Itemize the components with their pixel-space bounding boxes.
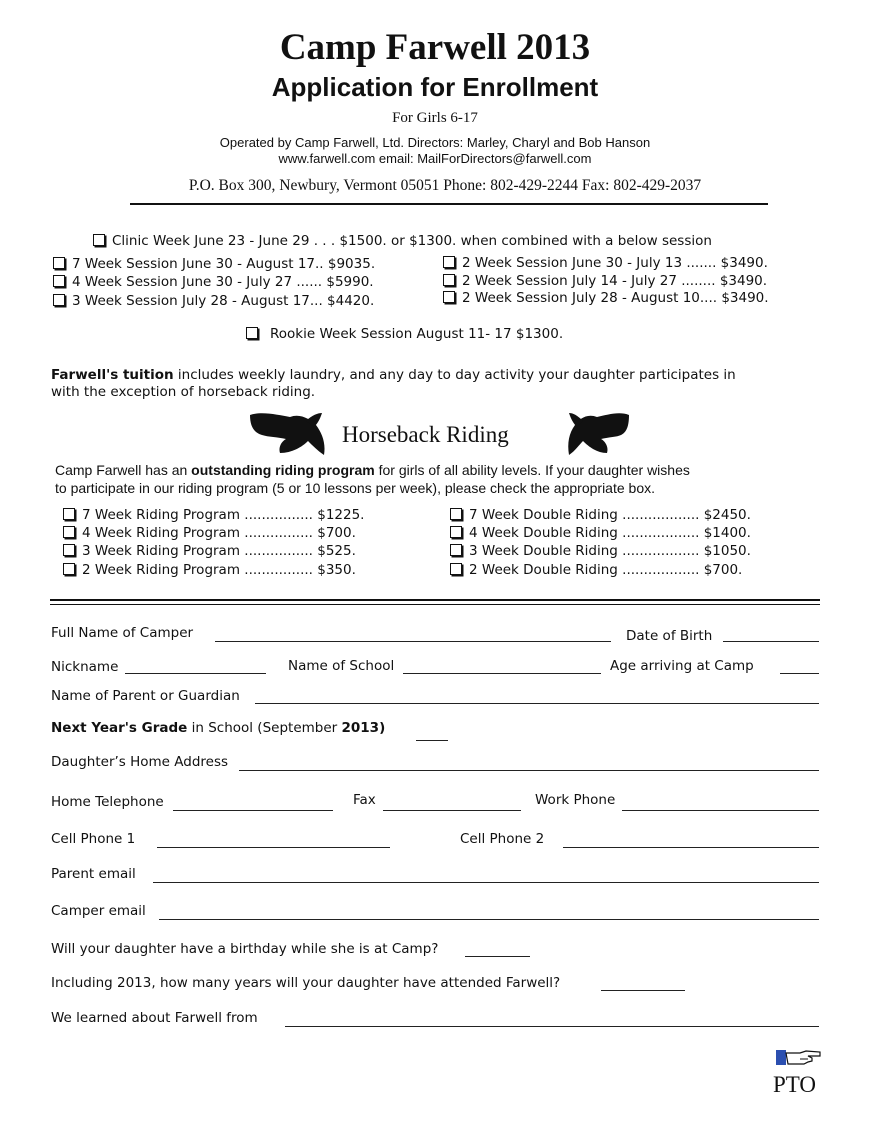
riding-option[interactable]: 2 Week Riding Program ................ $350.: [63, 562, 356, 578]
fax-field[interactable]: [383, 810, 521, 811]
horse-head-icon: [567, 411, 631, 457]
checkbox[interactable]: [63, 544, 75, 556]
school-label: Name of School: [288, 658, 395, 674]
years-field[interactable]: [601, 990, 685, 991]
header-rule: [130, 203, 768, 205]
address-field[interactable]: [239, 770, 819, 771]
birthday-field[interactable]: [465, 956, 530, 957]
horse-head-icon: [248, 411, 328, 459]
riding-option[interactable]: 7 Week Riding Program ................ $1225.: [63, 507, 364, 523]
parent-email-field[interactable]: [153, 882, 819, 883]
cell-phone-1-field[interactable]: [157, 847, 390, 848]
section-divider: [50, 599, 820, 601]
pointing-hand-icon: [776, 1048, 822, 1068]
checkbox[interactable]: [450, 563, 462, 575]
learned-field[interactable]: [285, 1026, 819, 1027]
tuition-note: Farwell's tuition includes weekly laundry, and any day to day activity your daughter participates in: [51, 367, 736, 383]
checkbox[interactable]: [53, 294, 65, 306]
rookie-week-option[interactable]: Rookie Week Session August 11- 17 $1300.: [246, 326, 563, 342]
fax-label: Fax: [353, 792, 376, 808]
address-line: P.O. Box 300, Newbury, Vermont 05051 Phone: 802-429-2244 Fax: 802-429-2037: [188, 177, 702, 194]
parent-email-label: Parent email: [51, 866, 136, 882]
riding-option[interactable]: 3 Week Double Riding .................. $1050.: [450, 543, 751, 559]
school-field[interactable]: [403, 673, 601, 674]
checkbox[interactable]: [246, 327, 258, 339]
page-title: Camp Farwell 2013: [279, 27, 591, 68]
riding-option[interactable]: 2 Week Double Riding .................. $700.: [450, 562, 742, 578]
riding-option[interactable]: 4 Week Riding Program ................ $700.: [63, 525, 356, 541]
cell-phone-2-label: Cell Phone 2: [460, 831, 545, 847]
riding-heading: Horseback Riding: [342, 422, 509, 447]
cell-phone-2-field[interactable]: [563, 847, 819, 848]
riding-intro: Camp Farwell has an outstanding riding program for girls of all ability levels. If your daughter wishes: [55, 462, 690, 478]
nickname-field[interactable]: [125, 673, 266, 674]
riding-intro-line2: to participate in our riding program (5 or 10 lessons per week), please check the appropriate box.: [55, 480, 655, 496]
camper-email-field[interactable]: [159, 919, 819, 920]
cell-phone-1-label: Cell Phone 1: [51, 831, 136, 847]
checkbox[interactable]: [443, 291, 455, 303]
checkbox[interactable]: [450, 526, 462, 538]
home-telephone-label: Home Telephone: [51, 794, 164, 810]
session-option[interactable]: 2 Week Session June 30 - July 13 ....... $3490.: [443, 255, 768, 271]
checkbox[interactable]: [450, 544, 462, 556]
age-label: Age arriving at Camp: [610, 658, 754, 674]
checkbox[interactable]: [53, 257, 65, 269]
web-email: www.farwell.com email: MailForDirectors@farwell.com: [278, 151, 592, 166]
learned-label: We learned about Farwell from: [51, 1010, 258, 1026]
operated-by: Operated by Camp Farwell, Ltd. Directors: Marley, Charyl and Bob Hanson: [219, 135, 651, 150]
years-question: Including 2013, how many years will your daughter have attended Farwell?: [51, 975, 561, 991]
pto-label: PTO: [773, 1072, 817, 1097]
checkbox[interactable]: [63, 526, 75, 538]
nickname-label: Nickname: [51, 659, 119, 675]
session-option[interactable]: 2 Week Session July 14 - July 27 ........ $3490.: [443, 273, 767, 289]
checkbox[interactable]: [443, 256, 455, 268]
riding-option[interactable]: 3 Week Riding Program ................ $525.: [63, 543, 356, 559]
checkbox[interactable]: [450, 508, 462, 520]
tuition-note-line2: with the exception of horseback riding.: [51, 384, 316, 400]
section-divider: [50, 604, 820, 605]
address-label: Daughter’s Home Address: [51, 754, 229, 770]
camper-email-label: Camper email: [51, 903, 146, 919]
riding-option[interactable]: 4 Week Double Riding .................. $1400.: [450, 525, 751, 541]
work-phone-field[interactable]: [622, 810, 819, 811]
grade-field[interactable]: [416, 740, 448, 741]
checkbox[interactable]: [53, 275, 65, 287]
session-option[interactable]: 2 Week Session July 28 - August 10.... $3490.: [443, 290, 769, 306]
parent-field[interactable]: [255, 703, 819, 704]
birthday-question: Will your daughter have a birthday while she is at Camp?: [51, 941, 439, 957]
checkbox[interactable]: [93, 234, 105, 246]
session-option[interactable]: 4 Week Session June 30 - July 27 ...... $5990.: [53, 274, 374, 290]
age-field[interactable]: [780, 673, 819, 674]
checkbox[interactable]: [443, 274, 455, 286]
session-option[interactable]: 3 Week Session July 28 - August 17... $4420.: [53, 293, 374, 309]
for-girls: For Girls 6-17: [392, 110, 478, 126]
dob-label: Date of Birth: [626, 628, 713, 644]
dob-field[interactable]: [723, 641, 819, 642]
parent-label: Name of Parent or Guardian: [51, 688, 240, 704]
page-subtitle: Application for Enrollment: [271, 72, 599, 102]
grade-label: Next Year's Grade in School (September 2013): [51, 720, 386, 736]
checkbox[interactable]: [63, 508, 75, 520]
work-phone-label: Work Phone: [535, 792, 616, 808]
checkbox[interactable]: [63, 563, 75, 575]
full-name-field[interactable]: [215, 641, 611, 642]
clinic-week-option[interactable]: Clinic Week June 23 - June 29 . . . $1500. or $1300. when combined with a below session: [93, 233, 712, 249]
full-name-label: Full Name of Camper: [51, 625, 194, 641]
session-option[interactable]: 7 Week Session June 30 - August 17.. $9035.: [53, 256, 375, 272]
home-telephone-field[interactable]: [173, 810, 333, 811]
riding-option[interactable]: 7 Week Double Riding .................. $2450.: [450, 507, 751, 523]
